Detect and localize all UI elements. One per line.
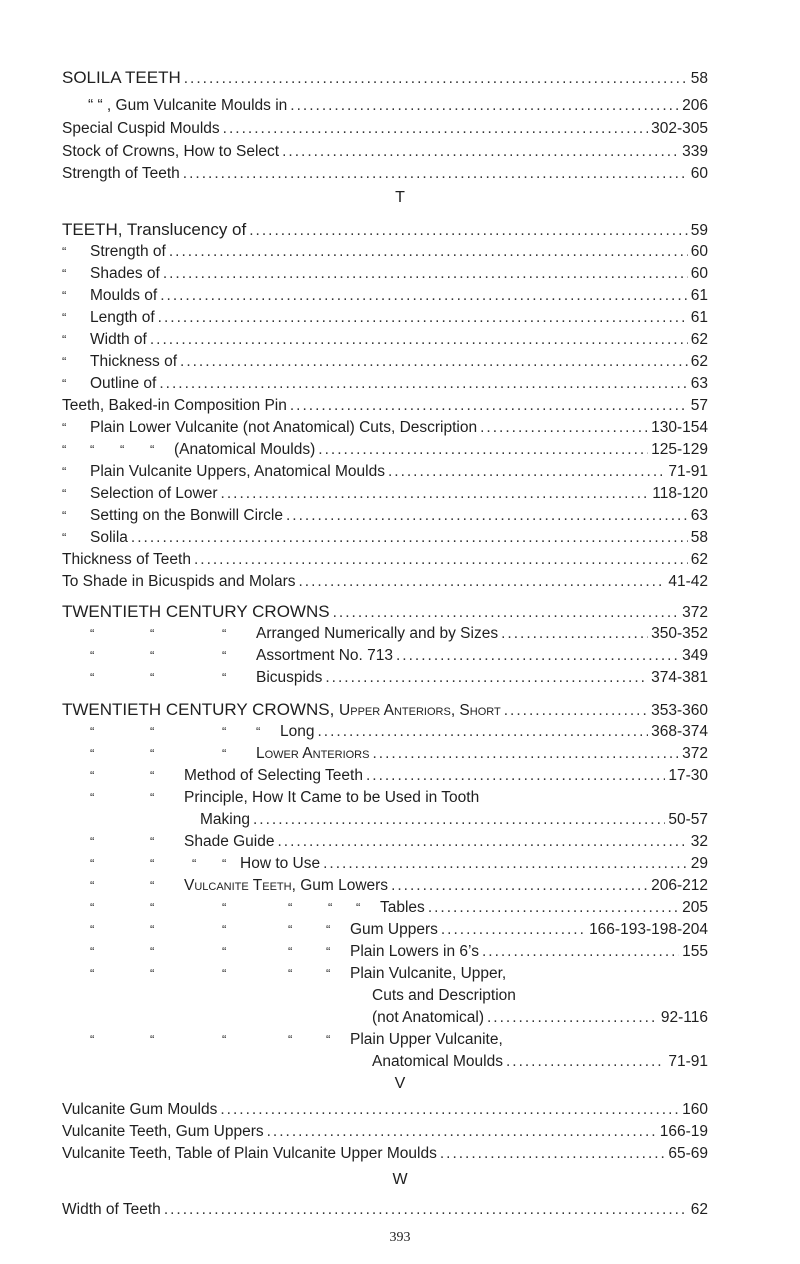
leader-dots (325, 668, 648, 688)
entry-label: Strength of (90, 243, 166, 260)
index-entry (90, 484, 708, 504)
page-ref: 57 (690, 397, 708, 414)
ditto-mark: “ (288, 966, 293, 981)
entry-label: Plain Vulcanite, Upper, (350, 965, 507, 982)
leader-dots (290, 96, 679, 116)
ditto-mark: “ (150, 856, 155, 871)
ditto-mark: “ (222, 746, 227, 761)
leader-dots (158, 308, 688, 328)
leader-dots (282, 142, 679, 162)
leader-dots (278, 832, 688, 852)
ditto-mark: “ (62, 288, 67, 303)
index-entry (184, 832, 708, 852)
leader-dots (253, 810, 665, 830)
leader-dots (169, 242, 688, 262)
page-ref: 62 (690, 331, 708, 348)
leader-dots (396, 646, 679, 666)
index-entry (90, 286, 708, 306)
index-entry (280, 722, 708, 742)
entry-label: Anatomical Moulds (372, 1053, 503, 1070)
leader-dots (366, 766, 665, 786)
index-entry (62, 1122, 708, 1142)
ditto-mark: “ (222, 724, 227, 739)
ditto-mark: “ (90, 922, 95, 937)
page-ref: 118-120 (652, 485, 708, 502)
ditto-mark: “ (150, 1032, 155, 1047)
entry-label: (Anatomical Moulds) (174, 441, 316, 458)
entry-label: Thickness of (90, 353, 178, 370)
entry-label: Arranged Numerically and by Sizes (256, 625, 499, 642)
ditto-mark: “ (222, 900, 227, 915)
page-ref: 58 (690, 70, 708, 87)
ditto-mark: “ (150, 878, 155, 893)
entry-label: Plain Lower Vulcanite (not Anatomical) Cuts, Description (90, 419, 478, 436)
ditto-mark: “ (150, 626, 155, 641)
page-ref: 62 (690, 1201, 708, 1218)
entry-label-smallcaps: Vulcanite Teeth (184, 877, 292, 894)
entry-label: Width of (90, 331, 147, 348)
ditto-mark: “ (150, 922, 155, 937)
leader-dots (299, 572, 666, 592)
index-entry (62, 1100, 708, 1120)
entry-label: Bicuspids (256, 669, 323, 686)
entry-label: How to Use (240, 855, 321, 872)
index-entry (184, 766, 708, 786)
index-entry (184, 876, 708, 896)
ditto-mark: “ (326, 1032, 331, 1047)
ditto-mark: “ (62, 376, 67, 391)
index-entry (62, 550, 708, 570)
ditto-mark: “ (150, 944, 155, 959)
ditto-mark: “ (150, 648, 155, 663)
leader-dots (160, 286, 688, 306)
ditto-mark: “ (62, 266, 67, 281)
index-entry (256, 744, 708, 764)
leader-dots (180, 352, 688, 372)
leader-dots (221, 484, 650, 504)
page-ref: 130-154 (651, 419, 708, 436)
entry-label: Thickness of Teeth (62, 551, 191, 568)
page-ref: 63 (690, 375, 708, 392)
index-entry (380, 898, 708, 918)
index-entry (62, 1200, 708, 1220)
ditto-mark: “ (326, 922, 331, 937)
leader-dots (333, 603, 680, 623)
index-entry (62, 1144, 708, 1164)
ditto-mark: “ (288, 922, 293, 937)
index-entry (90, 352, 708, 372)
ditto-mark: “ (150, 768, 155, 783)
ditto-mark: “ (90, 626, 95, 641)
leader-dots (183, 164, 688, 184)
entry-label: Moulds of (90, 287, 158, 304)
ditto-mark: “ (222, 856, 227, 871)
page-ref: 206-212 (651, 877, 708, 894)
index-entry (62, 164, 708, 184)
section-letter-t: T (395, 189, 405, 206)
ditto-mark: “ (256, 724, 261, 739)
index-entry (62, 602, 708, 622)
index-entry (90, 308, 708, 328)
index-entry (90, 242, 708, 262)
page-ref: 62 (690, 353, 708, 370)
page-ref: 374-381 (651, 669, 708, 686)
ditto-mark: “ (222, 648, 227, 663)
ditto-mark: “ (326, 944, 331, 959)
entry-label: , Gum Lowers (291, 877, 389, 894)
index-entry (62, 396, 708, 416)
leader-dots (323, 854, 688, 874)
ditto-mark: “ (222, 670, 227, 685)
entry-label: Tables (380, 899, 425, 916)
ditto-mark: “ (90, 724, 95, 739)
leader-dots (150, 330, 688, 350)
ditto-mark: “ (150, 442, 155, 457)
page-ref: 92-116 (660, 1009, 708, 1026)
entry-label: Method of Selecting Teeth (184, 767, 363, 784)
page-ref: 372 (682, 745, 708, 762)
ditto-mark: “ (326, 966, 331, 981)
page-ref: 29 (690, 855, 708, 872)
ditto-mark: “ (62, 486, 67, 501)
page-ref: 60 (690, 243, 708, 260)
leader-dots (223, 119, 648, 139)
entry-label: Long (280, 723, 315, 740)
ditto-mark: “ (150, 966, 155, 981)
page-ref: 349 (682, 647, 708, 664)
ditto-mark: “ (150, 900, 155, 915)
ditto-mark: “ (328, 900, 333, 915)
leader-dots (487, 1008, 658, 1028)
entry-label: Special Cuspid Moulds (62, 120, 220, 137)
entry-label: Solila (90, 529, 128, 546)
ditto-mark: “ (288, 900, 293, 915)
index-entry (372, 1052, 708, 1072)
page-ref: 339 (682, 143, 708, 160)
ditto-mark: “ (62, 310, 67, 325)
ditto-mark: “ (62, 244, 67, 259)
page-ref: 32 (690, 833, 708, 850)
leader-dots (428, 898, 679, 918)
entry-label: Gum Uppers (350, 921, 438, 938)
ditto-mark: “ (150, 746, 155, 761)
ditto-mark: “ (90, 944, 95, 959)
entry-label-smallcaps: Upper Anteriors, Short (339, 702, 501, 719)
page-ref: 368-374 (651, 723, 708, 740)
index-entry (62, 68, 708, 88)
ditto-mark: “ (90, 442, 95, 457)
leader-dots (164, 1200, 688, 1220)
page-ref: 205 (682, 899, 708, 916)
index-entry (62, 700, 708, 720)
leader-dots (482, 942, 679, 962)
index-entry (90, 506, 708, 526)
index-entry (372, 1008, 708, 1028)
ditto-mark: “ (90, 900, 95, 915)
index-entry (240, 854, 708, 874)
leader-dots (286, 506, 688, 526)
ditto-mark: “ (62, 442, 67, 457)
ditto-mark: “ (62, 464, 67, 479)
leader-dots (267, 1122, 657, 1142)
leader-dots (184, 69, 688, 89)
ditto-mark: “ (62, 420, 67, 435)
entry-label: Strength of Teeth (62, 165, 180, 182)
entry-label: Setting on the Bonwill Circle (90, 507, 283, 524)
leader-dots (317, 722, 648, 742)
entry-label: Vulcanite Teeth, Gum Uppers (62, 1123, 264, 1140)
ditto-mark: “ (288, 1032, 293, 1047)
leader-dots (391, 876, 648, 896)
section-letter-v: V (394, 1075, 406, 1092)
leader-dots (501, 624, 648, 644)
index-entry (90, 528, 708, 548)
ditto-mark: “ (90, 856, 95, 871)
page-ref: 41-42 (668, 573, 708, 590)
page-ref: 63 (690, 507, 708, 524)
entry-label: Making (200, 811, 250, 828)
ditto-mark: “ (90, 648, 95, 663)
ditto-mark: “ (90, 746, 95, 761)
ditto-mark: “ (222, 944, 227, 959)
page-ref: 17-30 (668, 767, 708, 784)
entry-label: “ “ , Gum Vulcanite Moulds in (88, 97, 288, 114)
page-number: 393 (389, 1230, 411, 1245)
page-ref: 50-57 (668, 811, 708, 828)
ditto-mark: “ (222, 626, 227, 641)
index-entry (62, 572, 708, 592)
index-entry (256, 624, 708, 644)
page-ref: 155 (682, 943, 708, 960)
ditto-mark: “ (90, 834, 95, 849)
ditto-mark: “ (62, 354, 67, 369)
page-ref: 160 (682, 1101, 708, 1118)
index-entry (90, 462, 708, 482)
ditto-mark: “ (222, 1032, 227, 1047)
entry-label: Vulcanite Teeth, Table of Plain Vulcanite Upper Moulds (62, 1145, 437, 1162)
leader-dots (318, 440, 648, 460)
page-ref: 166-193-198-204 (589, 921, 708, 938)
page-ref: 71-91 (668, 463, 708, 480)
entry-label: Width of Teeth (62, 1201, 161, 1218)
entry-label: Cuts and Description (372, 987, 516, 1004)
ditto-mark: “ (150, 790, 155, 805)
leader-dots (194, 550, 688, 570)
ditto-mark: “ (90, 878, 95, 893)
leader-dots (131, 528, 688, 548)
ditto-mark: “ (62, 332, 67, 347)
entry-label: TEETH, Translucency of (62, 220, 247, 239)
ditto-mark: “ (62, 530, 67, 545)
index-entry (62, 220, 708, 240)
index-entry (350, 920, 708, 940)
entry-label: TWENTIETH CENTURY CROWNS (62, 602, 330, 621)
leader-dots (249, 221, 688, 241)
page-ref: 61 (690, 287, 708, 304)
page-ref: 60 (690, 165, 708, 182)
page-ref: 166-19 (659, 1123, 708, 1140)
entry-label: Vulcanite Gum Moulds (62, 1101, 218, 1118)
leader-dots (290, 396, 688, 416)
page-ref: 353-360 (651, 702, 708, 719)
entry-label: Shades of (90, 265, 160, 282)
leader-dots (163, 264, 688, 284)
entry-label: Lower Anteriors (256, 745, 370, 762)
page-ref: 350-352 (651, 625, 708, 642)
index-entry (62, 142, 708, 162)
index-entry (90, 374, 708, 394)
entry-label: Principle, How It Came to be Used in Tooth (184, 789, 480, 806)
ditto-mark: “ (150, 834, 155, 849)
ditto-mark: “ (90, 790, 95, 805)
entry-label: Outline of (90, 375, 157, 392)
page-ref: 60 (690, 265, 708, 282)
leader-dots (372, 744, 679, 764)
page-ref: 372 (682, 604, 708, 621)
index-entry (256, 646, 708, 666)
section-letter-w: W (392, 1171, 408, 1188)
page-ref: 59 (690, 222, 708, 239)
entry-label: Teeth, Baked-in Composition Pin (62, 397, 287, 414)
page-ref: 58 (690, 529, 708, 546)
entry-label: Stock of Crowns, How to Select (62, 143, 280, 160)
leader-dots (220, 1100, 679, 1120)
entry-label: Plain Vulcanite Uppers, Anatomical Moulds (90, 463, 385, 480)
entry-label: Selection of Lower (90, 485, 218, 502)
index-entry (256, 668, 708, 688)
ditto-mark: “ (150, 670, 155, 685)
ditto-mark: “ (222, 922, 227, 937)
entry-label: TWENTIETH CENTURY CROWNS, (62, 700, 340, 719)
leader-dots (504, 701, 648, 721)
page-ref: 206 (682, 97, 708, 114)
entry-label: Assortment No. 713 (256, 647, 393, 664)
ditto-mark: “ (356, 900, 361, 915)
ditto-mark: “ (222, 966, 227, 981)
index-entry (90, 418, 708, 438)
ditto-mark: “ (62, 508, 67, 523)
ditto-mark: “ (90, 966, 95, 981)
entry-label: SOLILA TEETH (62, 68, 181, 87)
ditto-mark: “ (90, 1032, 95, 1047)
index-entry (174, 440, 708, 460)
entry-label: (not Anatomical) (372, 1009, 484, 1026)
ditto-mark: “ (150, 724, 155, 739)
leader-dots (506, 1052, 665, 1072)
page-ref: 302-305 (651, 120, 708, 137)
ditto-mark: “ (90, 768, 95, 783)
leader-dots (159, 374, 687, 394)
entry-label: Shade Guide (184, 833, 275, 850)
index-entry (88, 96, 708, 116)
page-ref: 125-129 (651, 441, 708, 458)
index-entry (200, 810, 708, 830)
index-entry (90, 330, 708, 350)
index-entry (350, 942, 708, 962)
entry-label: To Shade in Bicuspids and Molars (62, 573, 296, 590)
ditto-mark: “ (120, 442, 125, 457)
entry-label: Length of (90, 309, 155, 326)
page-ref: 71-91 (668, 1053, 708, 1070)
leader-dots (441, 920, 586, 940)
ditto-mark: “ (90, 670, 95, 685)
ditto-mark: “ (288, 944, 293, 959)
page-ref: 62 (690, 551, 708, 568)
ditto-mark: “ (192, 856, 197, 871)
page-ref: 65-69 (668, 1145, 708, 1162)
leader-dots (388, 462, 665, 482)
page-ref: 61 (690, 309, 708, 326)
entry-label: Plain Upper Vulcanite, (350, 1031, 503, 1048)
leader-dots (480, 418, 648, 438)
leader-dots (440, 1144, 666, 1164)
entry-label: Plain Lowers in 6’s (350, 943, 479, 960)
index-entry (90, 264, 708, 284)
index-entry (62, 119, 708, 139)
